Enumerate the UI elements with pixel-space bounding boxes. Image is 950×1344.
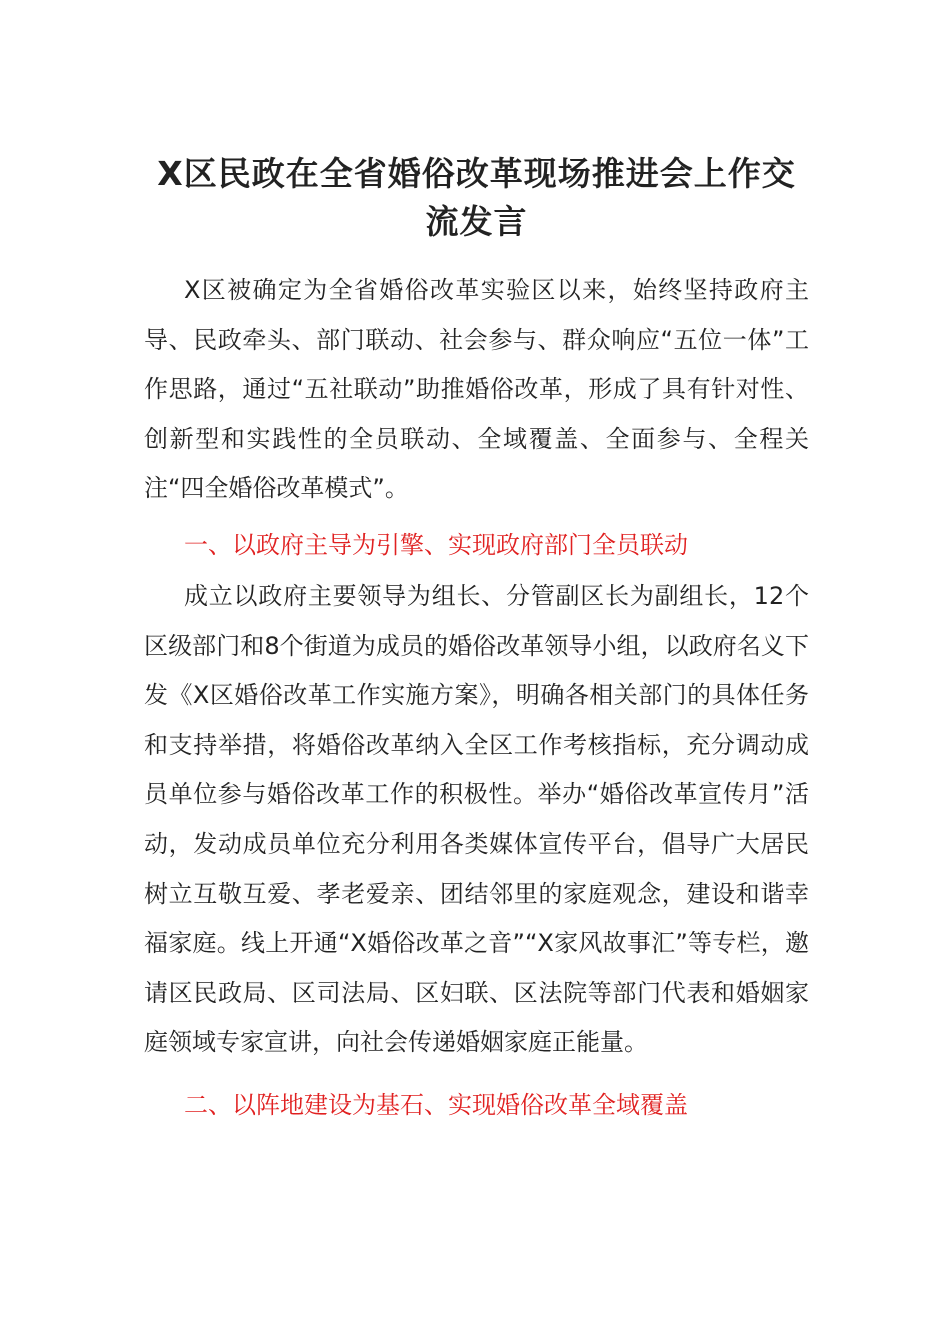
section-heading-1: 一、以政府主导为引擎、实现政府部门全员联动	[184, 530, 688, 559]
section-body-1: 成立以政府主要领导为组长、分管副区长为副组长，12个区级部门和8个街道为成员的婚俗改革领导小组，以政府名义下发《X区婚俗改革工作实施方案》，明确各相关部门的具体任务和支持举措，将婚俗改革纳入全区工作考核指标，充分调动成员单位参与婚俗改革工作的积极性。举办“婚俗改革宣传月”活动，发动成员单位充分利用各类媒体宣传平台，倡导广大居民树立互敬互爱、孝老爱亲、团结邻里的家庭观念，建设和谐幸福家庭。线上开通“X婚俗改革之音”“X家风故事汇”等专栏，邀请区民政局、区司法局、区妇联、区法院等部门代表和婚姻家庭领域专家宣讲，向社会传递婚姻家庭正能量。	[144, 581, 809, 1057]
intro-paragraph: X区被确定为全省婚俗改革实验区以来，始终坚持政府主导、民政牵头、部门联动、社会参与、群众响应“五位一体”工作思路，通过“五社联动”助推婚俗改革，形成了具有针对性、创新型和实践性的全员联动、全域覆盖、全面参与、全程关注“四全婚俗改革模式”。	[144, 276, 809, 503]
document-page	[144, 150, 809, 1132]
section-heading-2: 二、以阵地建设为基石、实现婚俗改革全域覆盖	[184, 1090, 688, 1119]
document-title: X区民政在全省婚俗改革现场推进会上作交流发言	[157, 154, 796, 241]
